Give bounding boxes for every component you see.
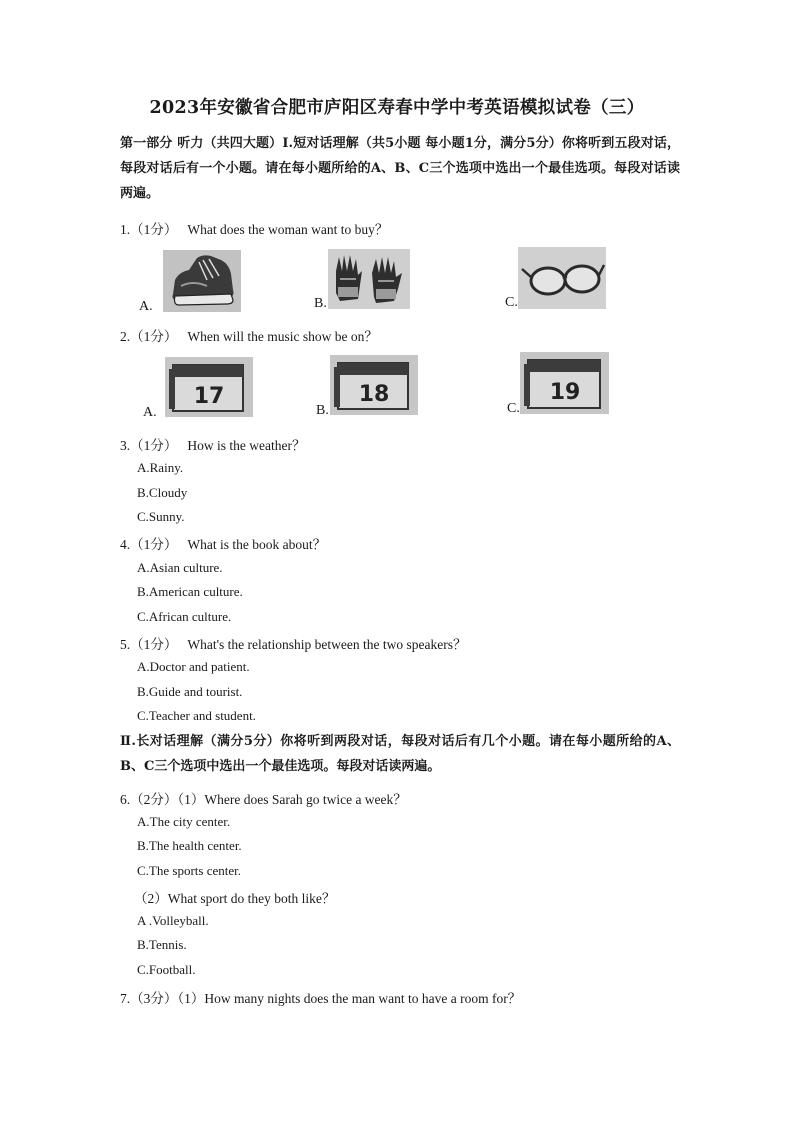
question-text: What's the relationship between the two speakers？	[187, 637, 467, 652]
q3-option-b: B.Cloudy	[137, 485, 188, 500]
q4-option-b: B.American culture.	[137, 584, 243, 599]
q1-option-b-label: B.	[314, 296, 327, 311]
calendar-icon	[520, 352, 609, 414]
q6-2-option-a: A .Volleyball.	[137, 913, 209, 928]
question-number: 4.	[120, 537, 131, 552]
q6-2-option-b: B.Tennis.	[137, 937, 187, 952]
question-number: 2.	[120, 329, 131, 344]
calendar-day: 19	[549, 380, 581, 405]
q4-option-a: A.Asian culture.	[137, 560, 223, 575]
question-number: 1.	[120, 222, 131, 237]
calendar-icon	[165, 357, 253, 417]
question-number: 6.	[120, 792, 131, 807]
part1-instructions: 第一部分 听力（共四大题）Ⅰ.短对话理解（共5小题 每小题1分，满分5分）你将听到五段对话，每段对话后有一个小题。请在每小题所给的A、B、C三个选项中选出一个最佳选项。每段对话读两遍。	[120, 136, 680, 201]
q4-option-c: C.African culture.	[137, 609, 232, 624]
question-3	[120, 434, 305, 454]
calendar-icon	[330, 355, 418, 415]
question-number: 3.	[120, 438, 131, 453]
question-text: （1）How many nights does the man want to have a room for？	[177, 991, 522, 1006]
gloves-icon	[328, 249, 410, 309]
question-6	[120, 788, 407, 808]
question-1	[120, 218, 388, 238]
part2-instructions: Ⅱ.长对话理解（满分5分）你将听到两段对话，每段对话后有几个小题。请在每小题所给的A、B、C三个选项中选出一个最佳选项。每段对话读两遍。	[120, 734, 680, 774]
q6-1-option-a: A.The city center.	[137, 814, 231, 829]
calendar-day: 18	[358, 382, 390, 407]
question-text: When will the music show be on？	[187, 329, 378, 344]
calendar-day: 17	[193, 384, 225, 409]
question-score: （1分）	[130, 329, 178, 344]
q3-option-c: C.Sunny.	[137, 509, 185, 524]
question-score: （1分）	[130, 438, 178, 453]
question-7	[120, 987, 521, 1007]
question-number: 5.	[120, 637, 131, 652]
q6-1-option-b: B.The health center.	[137, 838, 242, 853]
question-score: （1分）	[130, 637, 178, 652]
q5-option-a: A.Doctor and patient.	[137, 659, 250, 674]
question-score: （3分）	[130, 991, 178, 1006]
q6-2-option-c: C.Football.	[137, 962, 196, 977]
q6-1-option-c: C.The sports center.	[137, 863, 241, 878]
q2-option-a-label: A.	[143, 405, 157, 420]
q3-option-a: A.Rainy.	[137, 460, 184, 475]
question-text: What does the woman want to buy？	[187, 222, 389, 237]
q5-option-b: B.Guide and tourist.	[137, 684, 243, 699]
question-4	[120, 533, 326, 553]
q5-option-c: C.Teacher and student.	[137, 708, 256, 723]
question-5	[120, 633, 466, 653]
question-score: （1分）	[130, 537, 178, 552]
q6-sub-question-2: （2）What sport do they both like？	[134, 891, 336, 906]
q2-option-b-label: B.	[316, 403, 329, 418]
question-score: （1分）	[130, 222, 178, 237]
question-text: （1）Where does Sarah go twice a week？	[177, 792, 407, 807]
question-text: What is the book about？	[187, 537, 327, 552]
q1-option-a-label: A.	[139, 299, 153, 314]
question-score: （2分）	[130, 792, 178, 807]
question-2	[120, 325, 378, 345]
q1-option-c-label: C.	[505, 295, 518, 310]
q2-option-c-label: C.	[507, 401, 520, 416]
glasses-icon	[518, 247, 606, 309]
sneaker-icon	[163, 250, 241, 312]
question-text: How is the weather？	[187, 438, 306, 453]
question-number: 7.	[120, 991, 131, 1006]
exam-title: 2023年安徽省合肥市庐阳区寿春中学中考英语模拟试卷（三）	[149, 98, 645, 118]
